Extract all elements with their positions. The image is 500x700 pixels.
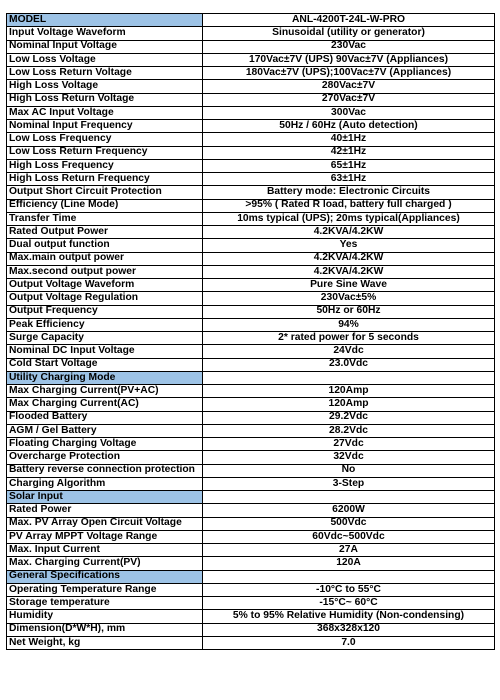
spec-label: Max Charging Current(PV+AC) <box>7 385 203 398</box>
spec-label: Output Frequency <box>7 305 203 318</box>
spec-row <box>7 53 495 66</box>
section-header-row <box>7 491 495 504</box>
spec-table-body <box>7 14 495 650</box>
spec-row <box>7 67 495 80</box>
spec-row <box>7 438 495 451</box>
spec-label: High Loss Voltage <box>7 80 203 93</box>
spec-row <box>7 623 495 636</box>
model-header-row <box>7 14 495 27</box>
spec-row <box>7 504 495 517</box>
spec-label: Nominal DC Input Voltage <box>7 345 203 358</box>
spec-row <box>7 530 495 543</box>
spec-row <box>7 305 495 318</box>
spec-label: Operating Temperature Range <box>7 583 203 596</box>
spec-label: Storage temperature <box>7 597 203 610</box>
spec-value: 500Vdc <box>203 517 495 530</box>
spec-value: 7.0 <box>203 636 495 649</box>
section-title-spacer <box>203 491 495 504</box>
spec-value: 50Hz / 60Hz (Auto detection) <box>203 120 495 133</box>
spec-label: Dimension(D*W*H), mm <box>7 623 203 636</box>
spec-value: -15°C~ 60°C <box>203 597 495 610</box>
spec-row <box>7 318 495 331</box>
spec-label: Max. Input Current <box>7 544 203 557</box>
spec-label: Output Voltage Regulation <box>7 292 203 305</box>
spec-row <box>7 40 495 53</box>
spec-value: >95% ( Rated R load, battery full charged ) <box>203 199 495 212</box>
spec-value: 170Vac±7V (UPS) 90Vac±7V (Appliances) <box>203 53 495 66</box>
spec-value: 270Vac±7V <box>203 93 495 106</box>
spec-value: Sinusoidal (utility or generator) <box>203 27 495 40</box>
spec-label: Max.main output power <box>7 252 203 265</box>
spec-value: 5% to 95% Relative Humidity (Non-condensing) <box>203 610 495 623</box>
spec-table <box>6 13 495 650</box>
spec-label: Max AC Input Voltage <box>7 106 203 119</box>
spec-value: 63±1Hz <box>203 173 495 186</box>
spec-row <box>7 226 495 239</box>
spec-row <box>7 159 495 172</box>
spec-label: Transfer Time <box>7 212 203 225</box>
spec-row <box>7 636 495 649</box>
spec-row <box>7 252 495 265</box>
spec-row <box>7 80 495 93</box>
spec-value: 65±1Hz <box>203 159 495 172</box>
spec-row <box>7 279 495 292</box>
spec-label: Low Loss Frequency <box>7 133 203 146</box>
spec-row <box>7 583 495 596</box>
spec-row <box>7 385 495 398</box>
spec-value: 27Vdc <box>203 438 495 451</box>
spec-label: Overcharge Protection <box>7 451 203 464</box>
spec-label: Max Charging Current(AC) <box>7 398 203 411</box>
spec-value: 280Vac±7V <box>203 80 495 93</box>
spec-value: 120A <box>203 557 495 570</box>
spec-label: Output Short Circuit Protection <box>7 186 203 199</box>
spec-label: Max. Charging Current(PV) <box>7 557 203 570</box>
spec-value: 3-Step <box>203 477 495 490</box>
spec-row <box>7 173 495 186</box>
spec-row <box>7 464 495 477</box>
spec-label: Humidity <box>7 610 203 623</box>
spec-label: Input Voltage Waveform <box>7 27 203 40</box>
spec-value: 300Vac <box>203 106 495 119</box>
spec-label: High Loss Return Voltage <box>7 93 203 106</box>
section-title: Utility Charging Mode <box>7 371 203 384</box>
spec-row <box>7 93 495 106</box>
spec-value: 10ms typical (UPS); 20ms typical(Appliances) <box>203 212 495 225</box>
spec-value: 32Vdc <box>203 451 495 464</box>
spec-label: Efficiency (Line Mode) <box>7 199 203 212</box>
spec-value: 4.2KVA/4.2KW <box>203 265 495 278</box>
spec-value: Pure Sine Wave <box>203 279 495 292</box>
spec-row <box>7 133 495 146</box>
spec-label: Rated Output Power <box>7 226 203 239</box>
spec-value: 28.2Vdc <box>203 424 495 437</box>
spec-row <box>7 411 495 424</box>
spec-value: 29.2Vdc <box>203 411 495 424</box>
spec-row <box>7 424 495 437</box>
spec-row <box>7 186 495 199</box>
spec-value: Yes <box>203 239 495 252</box>
spec-row <box>7 477 495 490</box>
spec-label: Charging Algorithm <box>7 477 203 490</box>
spec-label: Surge Capacity <box>7 332 203 345</box>
spec-label: Nominal Input Frequency <box>7 120 203 133</box>
spec-value: 180Vac±7V (UPS);100Vac±7V (Appliances) <box>203 67 495 80</box>
spec-value: 27A <box>203 544 495 557</box>
spec-label: Output Voltage Waveform <box>7 279 203 292</box>
spec-row <box>7 265 495 278</box>
spec-label: Max.second output power <box>7 265 203 278</box>
spec-value: 368x328x120 <box>203 623 495 636</box>
spec-label: Battery reverse connection protection <box>7 464 203 477</box>
spec-row <box>7 345 495 358</box>
spec-label: Low Loss Return Frequency <box>7 146 203 159</box>
spec-value: 94% <box>203 318 495 331</box>
spec-label: Dual output function <box>7 239 203 252</box>
spec-row <box>7 544 495 557</box>
spec-row <box>7 557 495 570</box>
spec-label: Nominal Input Voltage <box>7 40 203 53</box>
spec-value: 4.2KVA/4.2KW <box>203 252 495 265</box>
spec-row <box>7 451 495 464</box>
spec-row <box>7 199 495 212</box>
spec-value: 24Vdc <box>203 345 495 358</box>
spec-value: -10°C to 55°C <box>203 583 495 596</box>
spec-row <box>7 120 495 133</box>
spec-value: 230Vac <box>203 40 495 53</box>
spec-row <box>7 597 495 610</box>
spec-row <box>7 27 495 40</box>
spec-row <box>7 332 495 345</box>
spec-row <box>7 212 495 225</box>
spec-label: PV Array MPPT Voltage Range <box>7 530 203 543</box>
spec-label: Floating Charging Voltage <box>7 438 203 451</box>
spec-value: No <box>203 464 495 477</box>
spec-value: Battery mode: Electronic Circuits <box>203 186 495 199</box>
spec-row <box>7 358 495 371</box>
spec-row <box>7 292 495 305</box>
spec-label: High Loss Frequency <box>7 159 203 172</box>
spec-value: 40±1Hz <box>203 133 495 146</box>
section-title: General Specifications <box>7 570 203 583</box>
spec-label: Max. PV Array Open Circuit Voltage <box>7 517 203 530</box>
spec-value: 50Hz or 60Hz <box>203 305 495 318</box>
spec-label: Rated Power <box>7 504 203 517</box>
spec-label: Low Loss Return Voltage <box>7 67 203 80</box>
spec-row <box>7 517 495 530</box>
spec-value: 23.0Vdc <box>203 358 495 371</box>
spec-label: AGM / Gel Battery <box>7 424 203 437</box>
section-title-spacer <box>203 570 495 583</box>
spec-value: 6200W <box>203 504 495 517</box>
spec-label: Low Loss Voltage <box>7 53 203 66</box>
section-header-row <box>7 371 495 384</box>
spec-value: 230Vac±5% <box>203 292 495 305</box>
spec-label: Peak Efficiency <box>7 318 203 331</box>
spec-value: 4.2KVA/4.2KW <box>203 226 495 239</box>
section-title-spacer <box>203 371 495 384</box>
spec-row <box>7 146 495 159</box>
spec-row <box>7 398 495 411</box>
spec-value: 42±1Hz <box>203 146 495 159</box>
section-header-row <box>7 570 495 583</box>
spec-value: 120Amp <box>203 385 495 398</box>
spec-row <box>7 106 495 119</box>
model-value: ANL-4200T-24L-W-PRO <box>203 14 495 27</box>
spec-row <box>7 239 495 252</box>
section-title: Solar Input <box>7 491 203 504</box>
spec-row <box>7 610 495 623</box>
spec-value: 60Vdc~500Vdc <box>203 530 495 543</box>
spec-label: Net Weight, kg <box>7 636 203 649</box>
spec-label: Cold Start Voltage <box>7 358 203 371</box>
spec-value: 2* rated power for 5 seconds <box>203 332 495 345</box>
model-label: MODEL <box>7 14 203 27</box>
spec-label: High Loss Return Frequency <box>7 173 203 186</box>
spec-value: 120Amp <box>203 398 495 411</box>
spec-label: Flooded Battery <box>7 411 203 424</box>
